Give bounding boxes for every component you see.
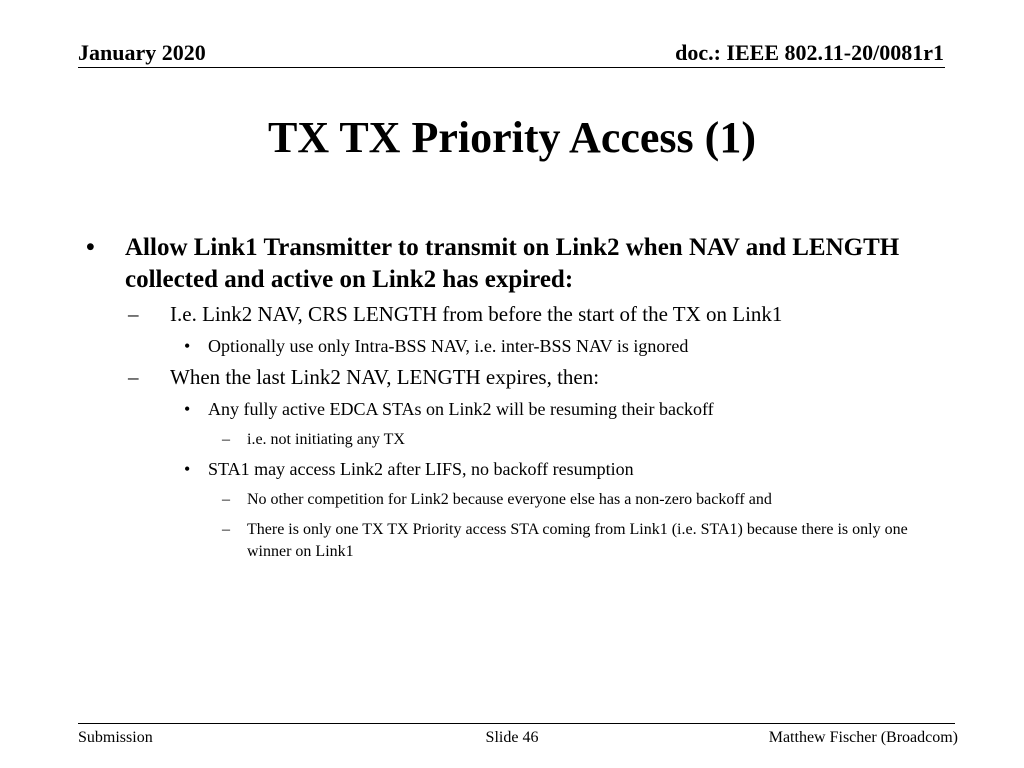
dash-marker: – [222,491,230,508]
footer-slide-number: Slide 46 [485,729,539,746]
bullet-list [84,232,964,563]
bullet-text: There is only one TX TX Priority access STA coming from Link1 (i.e. STA1) because there is only one winner on Link1 [247,521,908,560]
bullet-item-level3 [84,457,964,481]
bullet-item-level3 [84,334,964,358]
bullet-text: Optionally use only Intra-BSS NAV, i.e. inter-BSS NAV is ignored [208,336,689,356]
bullet-text: STA1 may access Link2 after LIFS, no backoff resumption [208,459,634,479]
bullet-item-level3 [84,397,964,421]
footer-divider [78,723,955,724]
bullet-text: No other competition for Link2 because everyone else has a non-zero backoff and [247,491,772,508]
bullet-item-level4 [84,429,947,451]
header-divider [78,67,945,68]
bullet-marker: • [184,336,191,356]
bullet-item-level4 [84,489,947,511]
dash-marker: – [222,431,230,448]
bullet-marker: • [184,399,191,419]
bullet-item-level1 [84,232,925,296]
dash-marker: – [128,302,139,326]
bullet-text: When the last Link2 NAV, LENGTH expires, then: [170,365,600,389]
bullet-text: Any fully active EDCA STAs on Link2 will be resuming their backoff [208,399,714,419]
header-doc-id: doc.: IEEE 802.11-20/0081r1 [675,40,944,65]
bullet-text: i.e. not initiating any TX [247,431,405,448]
bullet-text: I.e. Link2 NAV, CRS LENGTH from before the start of the TX on Link1 [170,302,783,326]
bullet-marker: • [184,459,191,479]
footer-author: Matthew Fischer (Broadcom) [768,729,958,746]
bullet-marker: • [86,234,95,261]
bullet-item-level4 [84,519,947,563]
dash-marker: – [222,521,230,538]
footer-submission: Submission [78,729,153,746]
slide-title: TX TX Priority Access (1) [268,113,756,162]
bullet-text: Allow Link1 Transmitter to transmit on Link2 when NAV and LENGTH collected and active on Link2 has expired: [125,234,900,293]
header-date: January 2020 [78,40,206,65]
bullet-item-level2 [84,300,964,328]
dash-marker: – [128,365,139,389]
bullet-item-level2 [84,363,964,391]
